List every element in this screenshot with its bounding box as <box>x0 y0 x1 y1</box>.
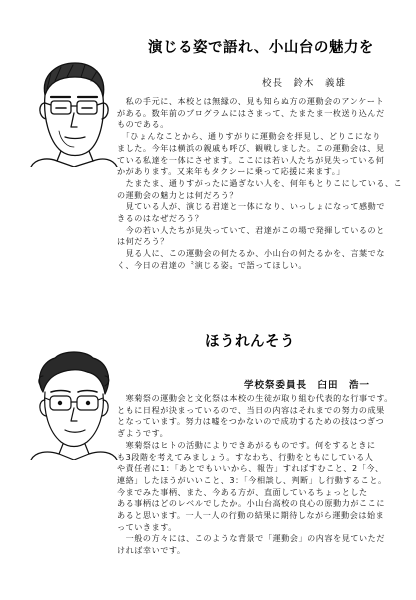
body-line: ある事柄はどのレベルでしたか。小山台高校の良心の原動力がここに <box>117 498 385 509</box>
body-line: ました。今年は横浜の親戚も呼び、観戦しました。この運動会は、見 <box>117 142 385 153</box>
body-line: ければ幸いです。 <box>117 545 186 556</box>
body-line: ものである。 <box>117 119 169 130</box>
article-body-committee <box>117 393 393 557</box>
body-line: 見ている人が、演じる君達と一体になり、いっしょになって感動で <box>117 201 385 212</box>
body-line: 私の手元に、本校とは無縁の、見も知らぬ方の運動会のアンケート <box>117 96 385 106</box>
body-line: かがあります。又来年もタクシーに乗って応援に来ます。」 <box>117 166 346 177</box>
body-line: ぎようです。 <box>117 428 169 439</box>
body-line: 寒菊祭の運動会と文化祭は本校の生徒が取り組む代表的な行事です。 <box>117 393 393 403</box>
body-line: 見る人に、この運動会の何たるか、小山台の何たるかを、言葉でな <box>117 248 385 259</box>
body-line: 今までみた事柄、また、今ある方が、直面しているちょっとした <box>117 486 368 497</box>
body-line: きるのはなぜだろう？ <box>117 213 204 224</box>
article-body-principal <box>117 96 402 272</box>
body-line: あると思います。一人一人の行動の結果に期待しながら運動会は始ま <box>117 510 385 521</box>
body-line: となっています。努力は嘘をつかないので成功するための技はつぎつ <box>117 416 385 427</box>
body-line: や責任者に1：「あとでもいいから、報告」すればすむこと、2「今、 <box>117 463 384 474</box>
body-line: 連絡」したほうがいいこと、3：「今相談し、判断」し行動すること。 <box>117 474 387 485</box>
body-line: ている私達を一体にさせます。ここには若い人たちが見失っている何 <box>117 154 385 165</box>
body-line: の運動会の魅力とは何だろう？ <box>117 189 239 200</box>
body-line: く、今日の君達の〝演じる姿〟で語ってほしい。 <box>117 259 308 270</box>
body-line: がある。数年前のプログラムにはさまって、たまたま一枚送り込んだ <box>117 107 385 118</box>
article-title-principal: 演じる姿で語れ、小山台の魅力を <box>148 40 374 56</box>
body-line: っていきます。 <box>117 521 177 532</box>
author-principal: 校長 鈴木 義雄 <box>262 78 347 89</box>
body-line: ともに日程が決まっているので、当日の内容はそれまでの努力の成果 <box>117 404 385 415</box>
body-line: たまたま、通りすがったに過ぎない人を、何年もとりこにしている、こ <box>117 177 403 188</box>
body-line: 「ひょんなことから、通りすがりに運動会を拝見し、どりこになり <box>117 131 381 142</box>
article-title-committee: ほうれんそう <box>205 334 295 350</box>
principal-portrait-icon <box>27 55 119 167</box>
author-committee: 学校祭委員長 臼田 浩一 <box>244 380 371 391</box>
body-line: も3段階を考えてみましょう。すなわち、行動をともにしている人 <box>117 451 374 462</box>
committee-chair-portrait-icon <box>27 348 119 460</box>
body-line: は何だろう？ <box>117 236 169 247</box>
body-line: 寒菊祭はヒトの活動によりできあがるものです。何をするときに <box>117 439 376 450</box>
body-line: 一般の方々には、このような背景で「運動会」の内容を見ていただ <box>117 533 385 544</box>
body-line: 今の若い人たちが見失っていて、君達がこの場で発揮しているのと <box>117 224 385 235</box>
